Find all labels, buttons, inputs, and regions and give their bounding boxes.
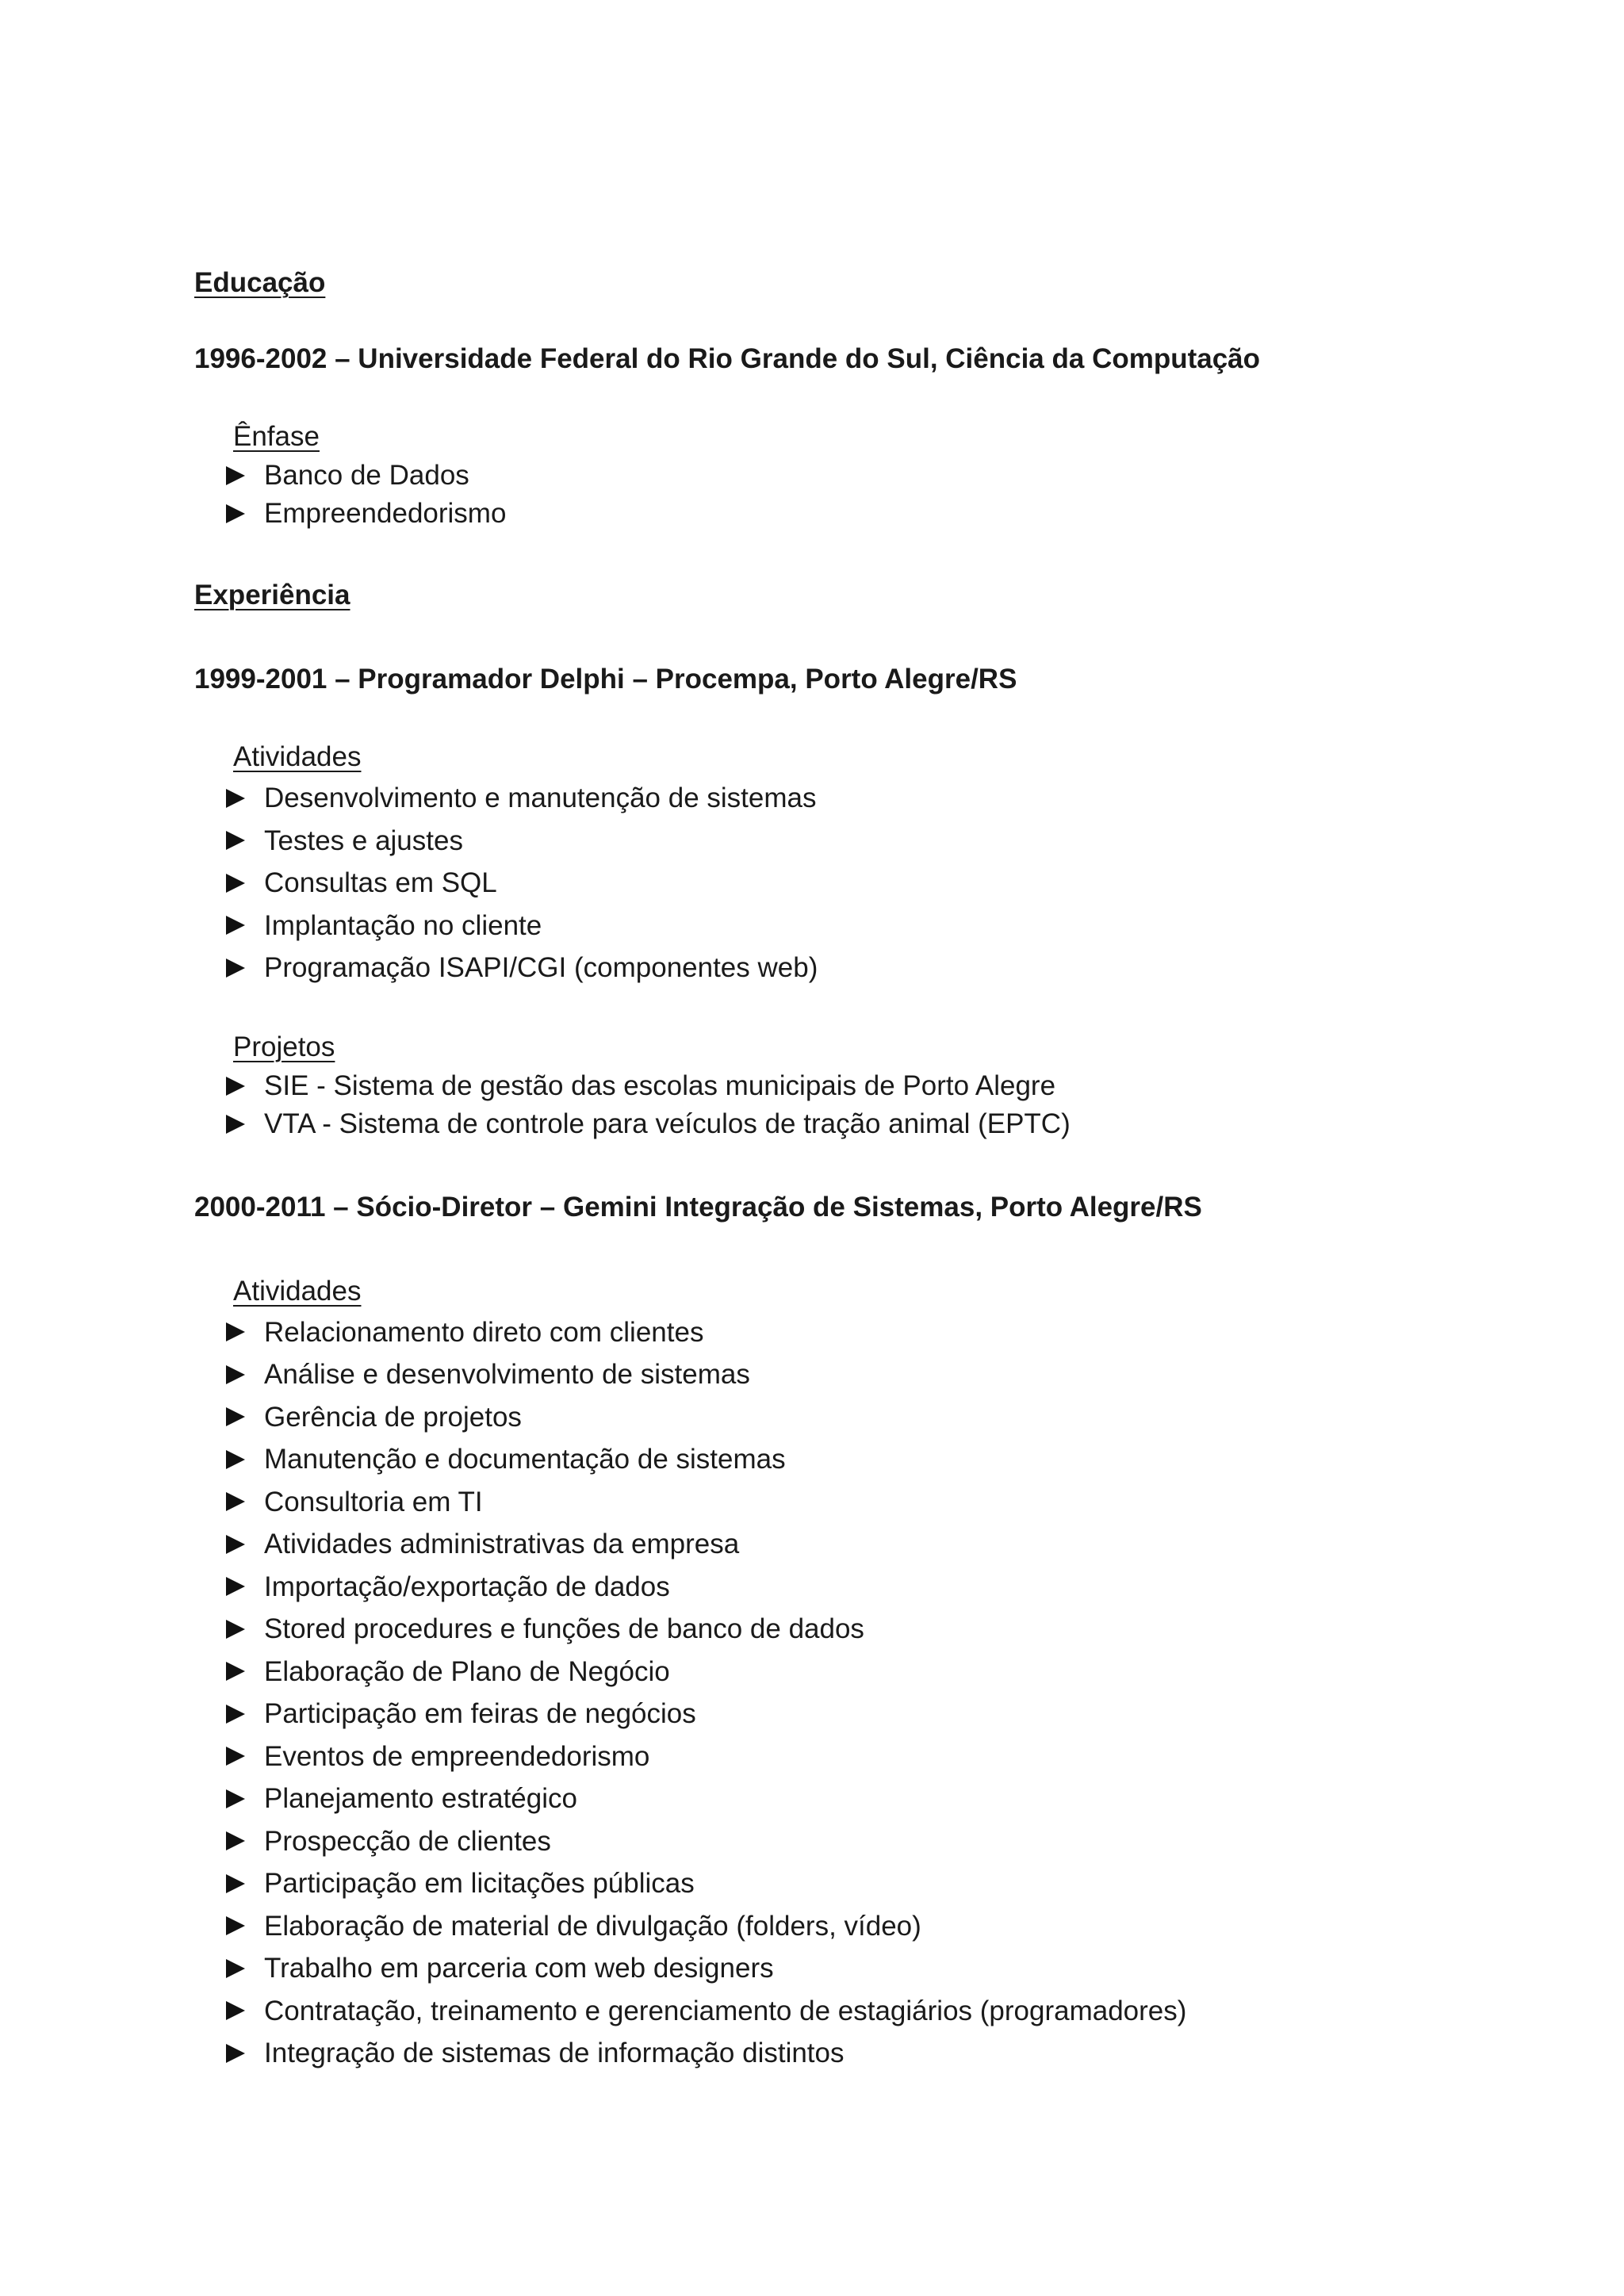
- arrow-bullet-icon: [226, 959, 245, 978]
- arrow-bullet-icon: [226, 1747, 245, 1766]
- arrow-bullet-icon: [226, 1577, 245, 1596]
- list-item-text: Consultoria em TI: [264, 1486, 483, 1517]
- arrow-bullet-icon: [226, 1789, 245, 1808]
- list-item: [226, 1777, 1624, 1820]
- list-item: [226, 905, 1624, 947]
- projects-list: [194, 1067, 1624, 1143]
- list-item: [226, 1862, 1624, 1905]
- list-item: [226, 1947, 1624, 1990]
- activities-list: [194, 1311, 1624, 2075]
- arrow-bullet-icon: [226, 1620, 245, 1639]
- arrow-bullet-icon: [226, 1535, 245, 1554]
- list-item: [226, 457, 1624, 495]
- list-item-text: Análise e desenvolvimento de sistemas: [264, 1359, 750, 1390]
- list-item: [226, 1651, 1624, 1693]
- list-item: [226, 1481, 1624, 1524]
- list-item: [226, 862, 1624, 905]
- list-item: [226, 495, 1624, 533]
- arrow-bullet-icon: [226, 1492, 245, 1511]
- list-item-text: Importação/exportação de dados: [264, 1571, 670, 1602]
- arrow-bullet-icon: [226, 1077, 245, 1096]
- list-item: [226, 1990, 1624, 2033]
- list-item: [226, 1396, 1624, 1439]
- list-item-text: Desenvolvimento e manutenção de sistemas: [264, 783, 817, 813]
- arrow-bullet-icon: [226, 1115, 245, 1134]
- emphasis-list: [194, 457, 1624, 533]
- list-item-text: Trabalho em parceria com web designers: [264, 1953, 774, 1984]
- list-item-text: Consultas em SQL: [264, 867, 497, 898]
- list-item: [226, 1311, 1624, 1354]
- list-item: [226, 1905, 1624, 1948]
- list-item-text: Prospecção de clientes: [264, 1825, 551, 1857]
- arrow-bullet-icon: [226, 1662, 245, 1681]
- list-item-text: Stored procedures e funções de banco de dados: [264, 1613, 864, 1644]
- list-item: [226, 1608, 1624, 1651]
- education-heading: Educação: [194, 267, 326, 298]
- list-item-text: Programação ISAPI/CGI (componentes web): [264, 952, 818, 983]
- job-title-procempa: 1999-2001 – Programador Delphi – Procempa, Porto Alegre/RS: [194, 664, 1017, 695]
- list-item-text: Participação em licitações públicas: [264, 1868, 695, 1899]
- list-item: [226, 1523, 1624, 1566]
- arrow-bullet-icon: [226, 874, 245, 893]
- arrow-bullet-icon: [226, 831, 245, 850]
- activities-label: Atividades: [233, 741, 362, 772]
- list-item: [226, 1105, 1624, 1143]
- list-item-text: Planejamento estratégico: [264, 1783, 577, 1814]
- list-item-text: SIE - Sistema de gestão das escolas municipais de Porto Alegre: [264, 1070, 1056, 1101]
- arrow-bullet-icon: [226, 1407, 245, 1426]
- list-item-text: Elaboração de material de divulgação (folders, vídeo): [264, 1910, 921, 1942]
- arrow-bullet-icon: [226, 2001, 245, 2020]
- arrow-bullet-icon: [226, 789, 245, 808]
- list-item-text: Testes e ajustes: [264, 825, 463, 856]
- arrow-bullet-icon: [226, 504, 245, 523]
- list-item: [226, 947, 1624, 989]
- arrow-bullet-icon: [226, 1365, 245, 1384]
- experience-heading: Experiência: [194, 580, 350, 610]
- list-item: [226, 820, 1624, 863]
- list-item-text: Eventos de empreendedorismo: [264, 1740, 650, 1772]
- arrow-bullet-icon: [226, 2044, 245, 2063]
- list-item-text: Implantação no cliente: [264, 909, 542, 941]
- list-item: [226, 1566, 1624, 1609]
- list-item-text: Banco de Dados: [264, 460, 469, 491]
- job-title-gemini: 2000-2011 – Sócio-Diretor – Gemini Integração de Sistemas, Porto Alegre/RS: [194, 1191, 1202, 1223]
- arrow-bullet-icon: [226, 1705, 245, 1724]
- arrow-bullet-icon: [226, 1450, 245, 1469]
- activities-list: [194, 777, 1624, 989]
- arrow-bullet-icon: [226, 1916, 245, 1935]
- arrow-bullet-icon: [226, 1831, 245, 1850]
- list-item: [226, 1693, 1624, 1735]
- arrow-bullet-icon: [226, 1874, 245, 1893]
- arrow-bullet-icon: [226, 916, 245, 935]
- education-entry: 1996-2002 – Universidade Federal do Rio Grande do Sul, Ciência da Computação: [194, 343, 1261, 374]
- arrow-bullet-icon: [226, 466, 245, 485]
- list-item: [226, 2032, 1624, 2075]
- arrow-bullet-icon: [226, 1322, 245, 1341]
- arrow-bullet-icon: [226, 1959, 245, 1978]
- list-item: [226, 1353, 1624, 1396]
- list-item-text: Relacionamento direto com clientes: [264, 1316, 704, 1348]
- list-item-text: Empreendedorismo: [264, 498, 507, 529]
- list-item-text: Atividades administrativas da empresa: [264, 1529, 740, 1559]
- activities-label: Atividades: [233, 1275, 362, 1307]
- list-item-text: Manutenção e documentação de sistemas: [264, 1444, 786, 1475]
- projects-label: Projetos: [233, 1031, 335, 1062]
- list-item: [226, 1067, 1624, 1105]
- list-item-text: VTA - Sistema de controle para veículos de tração animal (EPTC): [264, 1108, 1071, 1139]
- list-item: [226, 1735, 1624, 1778]
- list-item-text: Contratação, treinamento e gerenciamento de estagiários (programadores): [264, 1995, 1187, 2026]
- list-item-text: Participação em feiras de negócios: [264, 1698, 696, 1729]
- list-item: [226, 777, 1624, 820]
- list-item-text: Gerência de projetos: [264, 1401, 522, 1433]
- emphasis-label: Ênfase: [233, 421, 320, 452]
- list-item-text: Integração de sistemas de informação distintos: [264, 2038, 845, 2068]
- list-item: [226, 1438, 1624, 1481]
- list-item-text: Elaboração de Plano de Negócio: [264, 1655, 670, 1687]
- list-item: [226, 1820, 1624, 1863]
